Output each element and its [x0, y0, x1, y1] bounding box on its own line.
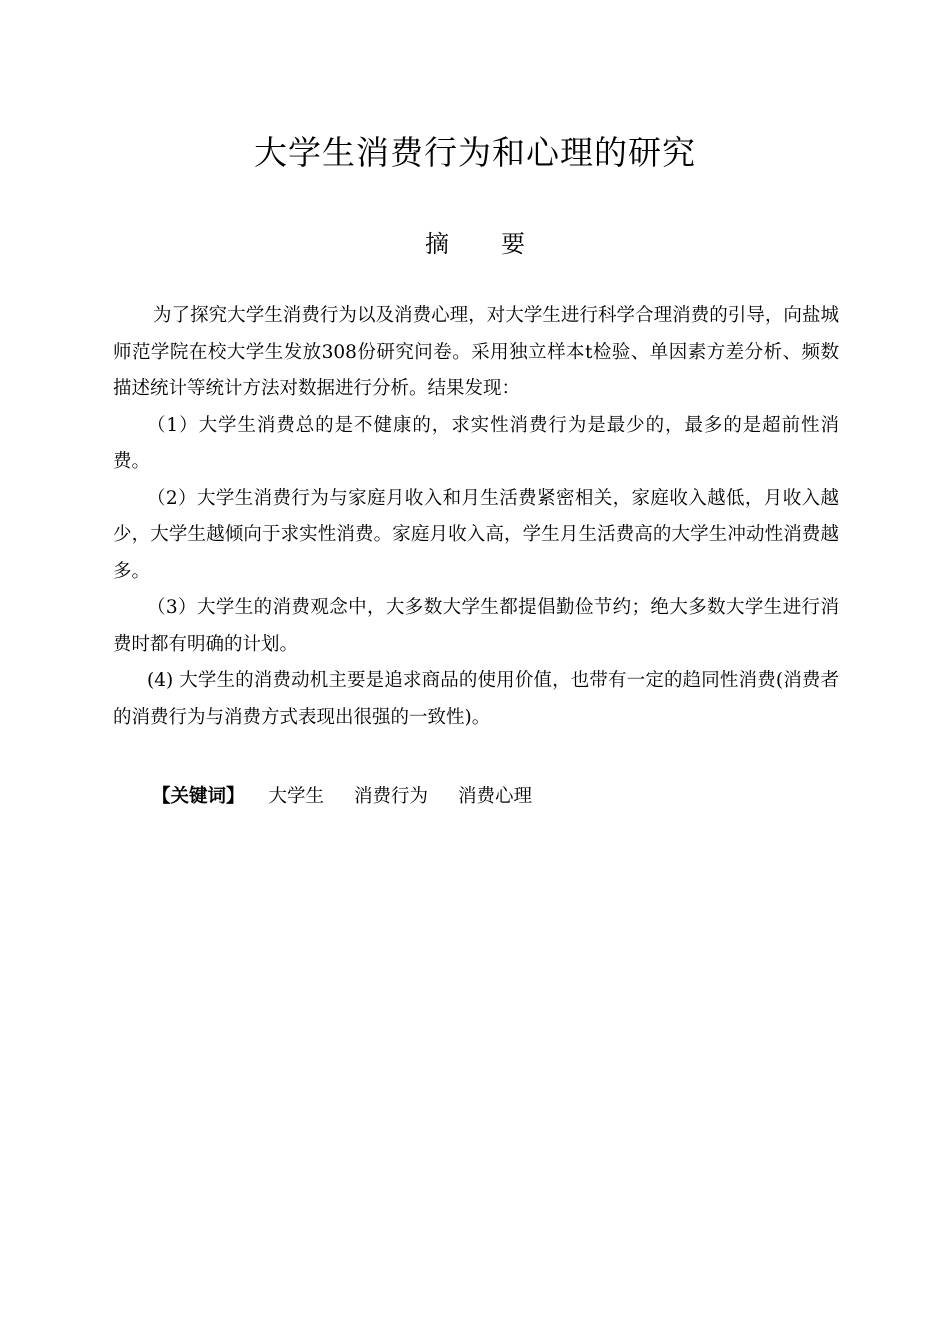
abstract-heading-char-2: 要 [501, 230, 525, 258]
finding-2-paragraph: （2）大学生消费行为与家庭月收入和月生活费紧密相关，家庭收入越低，月收入越少，大学生越倾向于求实性消费。家庭月收入高，学生月生活费高的大学生冲动性消费越多。 [113, 487, 839, 582]
paper-title: 大学生消费行为和心理的研究 [254, 133, 696, 172]
abstract-heading-char-1: 摘 [425, 230, 449, 258]
keyword-item: 大学生 [268, 786, 325, 807]
abstract-intro-paragraph: 为了探究大学生消费行为以及消费心理，对大学生进行科学合理消费的引导，向盐城师范学院在校大学生发放308份研究问卷。采用独立样本t检验、单因素方差分析、频数描述统计等统计方法对数据进行分析。结果发现： [113, 305, 839, 399]
keywords-line [152, 781, 562, 813]
finding-1-paragraph: （1）大学生消费总的是不健康的，求实性消费行为是最少的，最多的是超前性消费。 [113, 414, 839, 472]
keyword-item: 消费心理 [458, 786, 533, 807]
finding-4-paragraph: (4) 大学生的消费动机主要是追求商品的使用价值，也带有一定的趋同性消费(消费者的消费行为与消费方式表现出很强的一致性)。 [113, 670, 839, 728]
keyword-item: 消费行为 [354, 786, 429, 807]
keywords-label: 【关键词】 [152, 786, 245, 807]
abstract-heading [0, 224, 950, 259]
abstract-body [113, 298, 839, 736]
finding-3-paragraph: （3）大学生的消费观念中，大多数大学生都提倡勤俭节约；绝大多数大学生进行消费时都有明确的计划。 [113, 597, 839, 655]
